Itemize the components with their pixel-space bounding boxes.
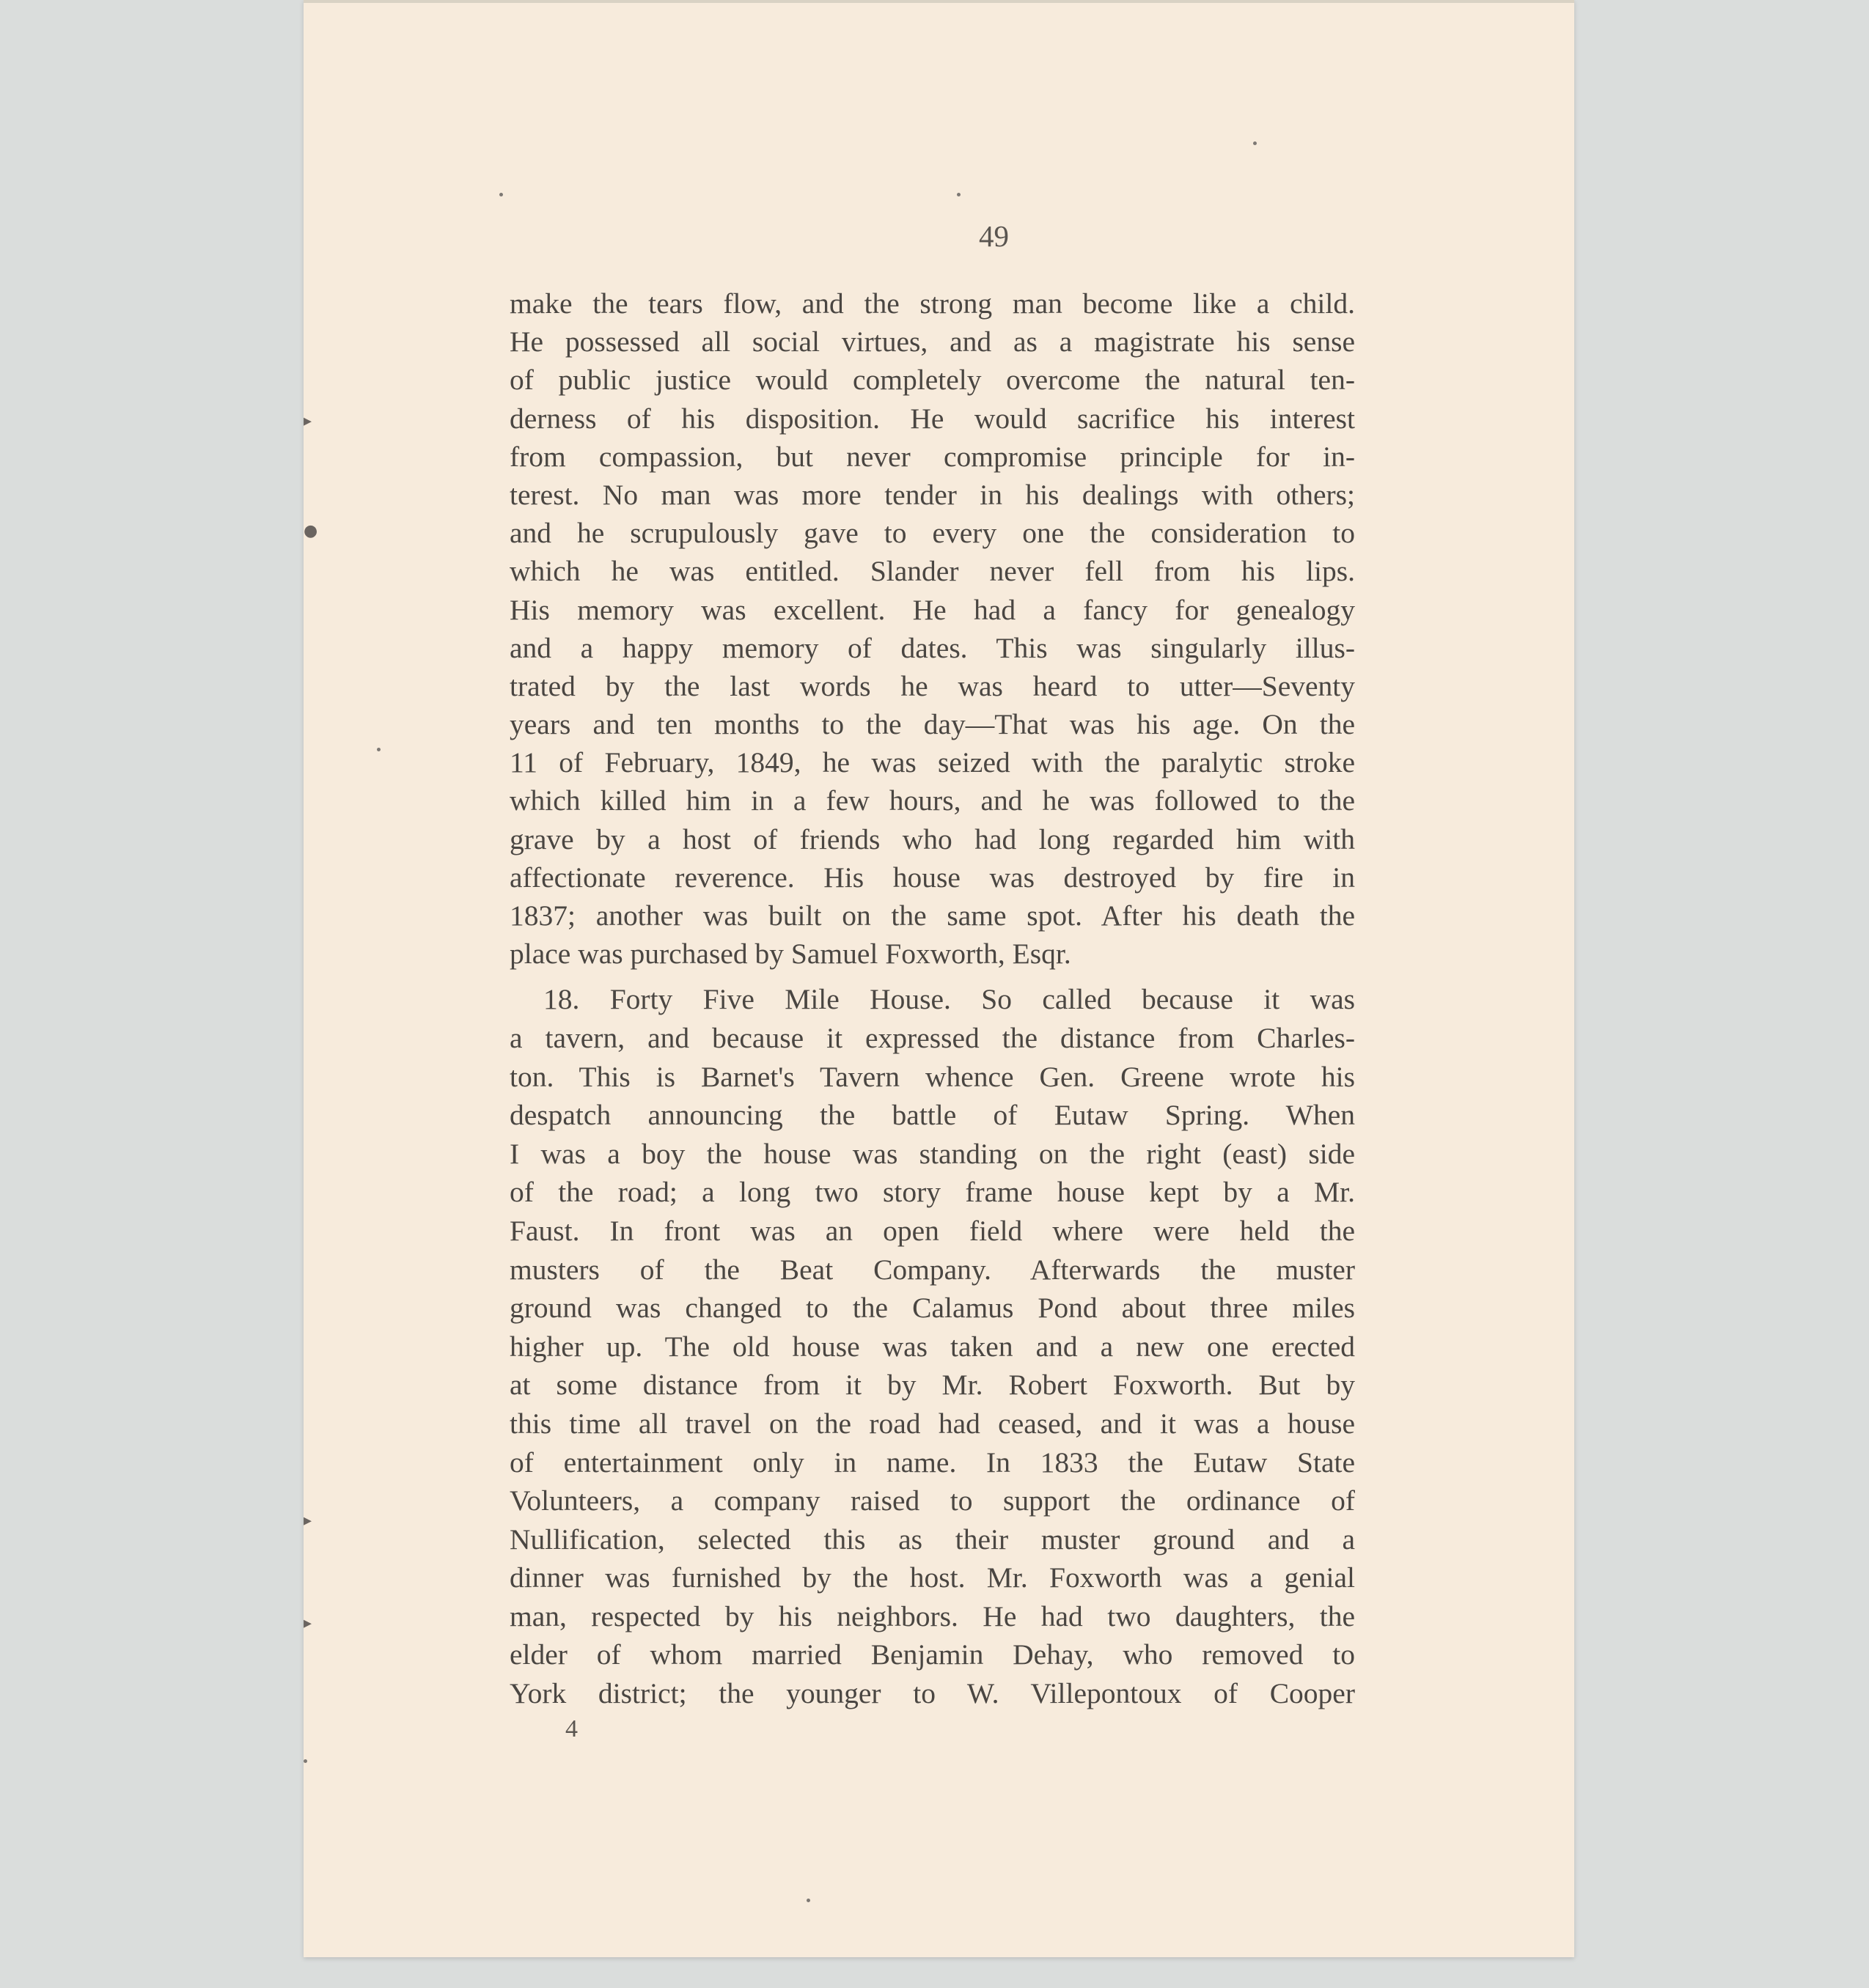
paper-speck [957, 193, 961, 196]
text-line: and a happy memory of dates. This was singularly illus- [510, 631, 1355, 664]
text-line: this time all travel on the road had ceased, and it was a house [510, 1407, 1355, 1440]
text-line: higher up. The old house was taken and a new one erected [510, 1330, 1355, 1363]
text-line: He possessed all social virtues, and as a magistrate his sense [510, 325, 1355, 358]
paper-speck [304, 1759, 307, 1763]
body-text [510, 284, 1355, 1713]
text-line: 18. Forty Five Mile House. So called because it was [543, 983, 1355, 1016]
text-line: of public justice would completely overcome the natural ten- [510, 364, 1355, 397]
text-line: trated by the last words he was heard to utter—Seventy [510, 669, 1355, 702]
paper-speck [1253, 141, 1257, 145]
text-line: dinner was furnished by the host. Mr. Foxworth was a genial [510, 1561, 1355, 1594]
text-line: Faust. In front was an open field where were held the [510, 1214, 1355, 1247]
text-line: of the road; a long two story frame house kept by a Mr. [510, 1176, 1355, 1209]
paragraph-2 [510, 980, 1355, 1712]
text-line: 1837; another was built on the same spot. After his death the [510, 899, 1355, 932]
stitch-mark-icon: ▸ [304, 412, 312, 430]
text-line: man, respected by his neighbors. He had two daughters, the [510, 1599, 1355, 1632]
paper-speck [377, 748, 381, 751]
text-line: at some distance from it by Mr. Robert Foxworth. But by [510, 1369, 1355, 1402]
text-line: derness of his disposition. He would sacrifice his interest [510, 402, 1355, 435]
text-line: Volunteers, a company raised to support the ordinance of [510, 1484, 1355, 1517]
text-line: years and ten months to the day—That was his age. On the [510, 708, 1355, 741]
text-line: musters of the Beat Company. Afterwards the muster [510, 1253, 1355, 1286]
stitch-mark-icon: ▸ [304, 1614, 312, 1632]
paragraph-1 [510, 284, 1355, 973]
text-line: which he was entitled. Slander never fell from his lips. [510, 555, 1355, 588]
text-line: ground was changed to the Calamus Pond about three miles [510, 1292, 1355, 1325]
page-number: 49 [979, 219, 1009, 253]
text-line: elder of whom married Benjamin Dehay, who removed to [510, 1638, 1355, 1671]
page-top-edge [304, 0, 1574, 3]
text-line: of entertainment only in name. In 1833 the Eutaw State [510, 1446, 1355, 1479]
text-line: and he scrupulously gave to every one the consideration to [510, 517, 1355, 550]
text-line: His memory was excellent. He had a fancy for genealogy [510, 593, 1355, 626]
text-line: Nullification, selected this as their muster ground and a [510, 1523, 1355, 1556]
text-line: a tavern, and because it expressed the distance from Charles- [510, 1021, 1355, 1054]
paper-speck [807, 1899, 810, 1902]
text-line: despatch announcing the battle of Eutaw Spring. When [510, 1099, 1355, 1132]
text-line: I was a boy the house was standing on the right (east) side [510, 1137, 1355, 1170]
text-line: terest. No man was more tender in his dealings with others; [510, 478, 1355, 511]
text-line: make the tears flow, and the strong man become like a child. [510, 287, 1355, 320]
text-line: 11 of February, 1849, he was seized with the paralytic stroke [510, 746, 1355, 779]
book-page [304, 0, 1574, 1957]
text-line: from compassion, but never compromise principle for in- [510, 440, 1355, 473]
paper-speck [499, 193, 503, 196]
text-line: place was purchased by Samuel Foxworth, Esqr. [510, 938, 1071, 971]
text-line: York district; the younger to W. Villepontoux of Cooper [510, 1677, 1355, 1710]
text-line: which killed him in a few hours, and he was followed to the [510, 784, 1355, 817]
signature-mark: 4 [565, 1715, 578, 1742]
stitch-mark-icon: ● [304, 522, 318, 540]
stitch-mark-icon: ▸ [304, 1512, 312, 1530]
text-line: affectionate reverence. His house was destroyed by fire in [510, 861, 1355, 894]
text-line: ton. This is Barnet's Tavern whence Gen. Greene wrote his [510, 1060, 1355, 1093]
text-line: grave by a host of friends who had long regarded him with [510, 822, 1355, 855]
